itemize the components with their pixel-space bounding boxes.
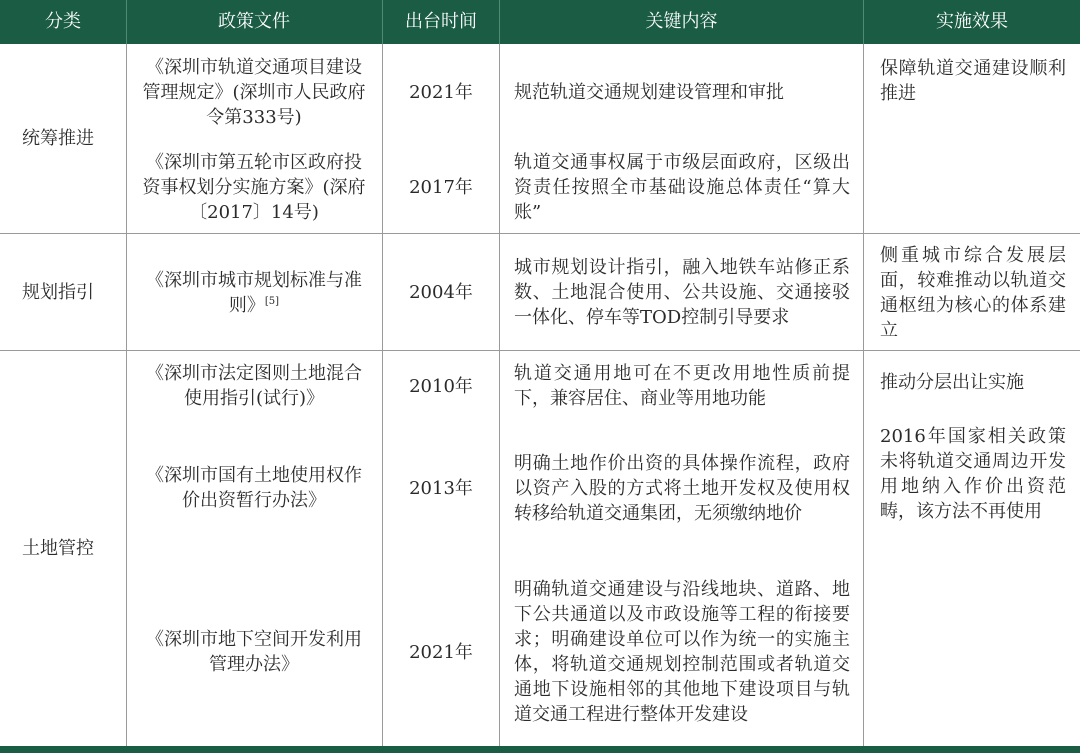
policy-year: 2021年 [409, 641, 473, 663]
policy-cell [138, 560, 370, 744]
header-content: 关键内容 [645, 11, 718, 32]
header-policy: 政策文件 [218, 11, 290, 32]
effect-cell [880, 370, 1066, 400]
policy-name: 《深圳市法定图则土地混合使用指引(试行)》 [146, 363, 362, 409]
category-cell [0, 351, 126, 746]
content-cell [514, 560, 850, 744]
effect-text: 2016年国家相关政策未将轨道交通周边开发用地纳入作价出资范畴，该方法不再使用 [880, 426, 1066, 522]
content-cell [514, 428, 850, 548]
policy-name: 《深圳市第五轮市区政府投资事权划分实施方案》(深府〔2017〕14号) [142, 151, 366, 223]
policy-content: 明确土地作价出资的具体操作流程，政府以资产入股的方式将土地开发权及使用权转移给轨道交通集团，无须缴纳地价 [514, 452, 850, 524]
effect-text: 推动分层出让实施 [880, 372, 1024, 393]
year-cell [383, 240, 499, 345]
effect-cell [880, 240, 1066, 345]
policy-year: 2013年 [409, 477, 473, 499]
policy-cell [138, 428, 370, 548]
effect-cell [880, 424, 1066, 554]
header-effect: 实施效果 [936, 11, 1008, 32]
effect-cell [880, 56, 1066, 136]
policy-content: 规范轨道交通规划建设管理和审批 [514, 81, 784, 103]
policy-cell [138, 52, 370, 132]
content-cell [514, 358, 850, 414]
bottom-rule [0, 746, 1080, 753]
header-category: 分类 [45, 11, 81, 32]
policy-cell [138, 147, 370, 227]
effect-text: 保障轨道交通建设顺利推进 [880, 58, 1066, 104]
year-cell [383, 358, 499, 414]
policy-name: 《深圳市城市规划标准与准则》 [146, 269, 362, 316]
policy-content: 明确轨道交通建设与沿线地块、道路、地下公共通道以及市政设施等工程的衔接要求；明确建设单位可以作为统一的实施主体，将轨道交通规划控制范围或者轨道交通地下设施相邻的其他地下建设项目与轨道交通工程进行整体开发建设 [514, 579, 850, 725]
policy-cell [138, 240, 370, 345]
effect-text: 侧重城市综合发展层面，较难推动以轨道交通枢纽为核心的体系建立 [880, 244, 1066, 341]
year-cell [383, 52, 499, 132]
policy-name: 《深圳市地下空间开发利用管理办法》 [146, 629, 362, 675]
year-cell [383, 428, 499, 548]
year-cell [383, 147, 499, 227]
header-date: 出台时间 [405, 11, 477, 32]
content-cell [514, 240, 850, 345]
policy-year: 2004年 [409, 282, 473, 303]
content-cell [514, 52, 850, 132]
category-label: 统筹推进 [22, 128, 94, 149]
category-cell [0, 234, 126, 350]
policy-content: 城市规划设计指引，融入地铁车站修正系数、土地混合使用、公共设施、交通接驳一体化、停车等TOD控制引导要求 [514, 257, 850, 328]
category-cell [0, 44, 126, 233]
policy-name: 《深圳市国有土地使用权作价出资暂行办法》 [146, 465, 362, 511]
reference-mark: [5] [264, 295, 280, 307]
policy-content: 轨道交通用地可在不更改用地性质前提下，兼容居住、商业等用地功能 [514, 363, 850, 409]
category-label: 规划指引 [22, 281, 94, 303]
policy-year: 2010年 [409, 375, 473, 397]
category-label: 土地管控 [22, 538, 94, 559]
content-cell [514, 147, 850, 227]
year-cell [383, 560, 499, 744]
policy-name: 《深圳市轨道交通项目建设管理规定》(深圳市人民政府令第333号) [142, 56, 366, 128]
policy-cell [138, 358, 370, 414]
policy-year: 2017年 [409, 176, 473, 198]
policy-year: 2021年 [409, 81, 473, 103]
table-header [0, 0, 1080, 44]
policy-content: 轨道交通事权属于市级层面政府，区级出资责任按照全市基础设施总体责任“算大账” [514, 151, 850, 223]
